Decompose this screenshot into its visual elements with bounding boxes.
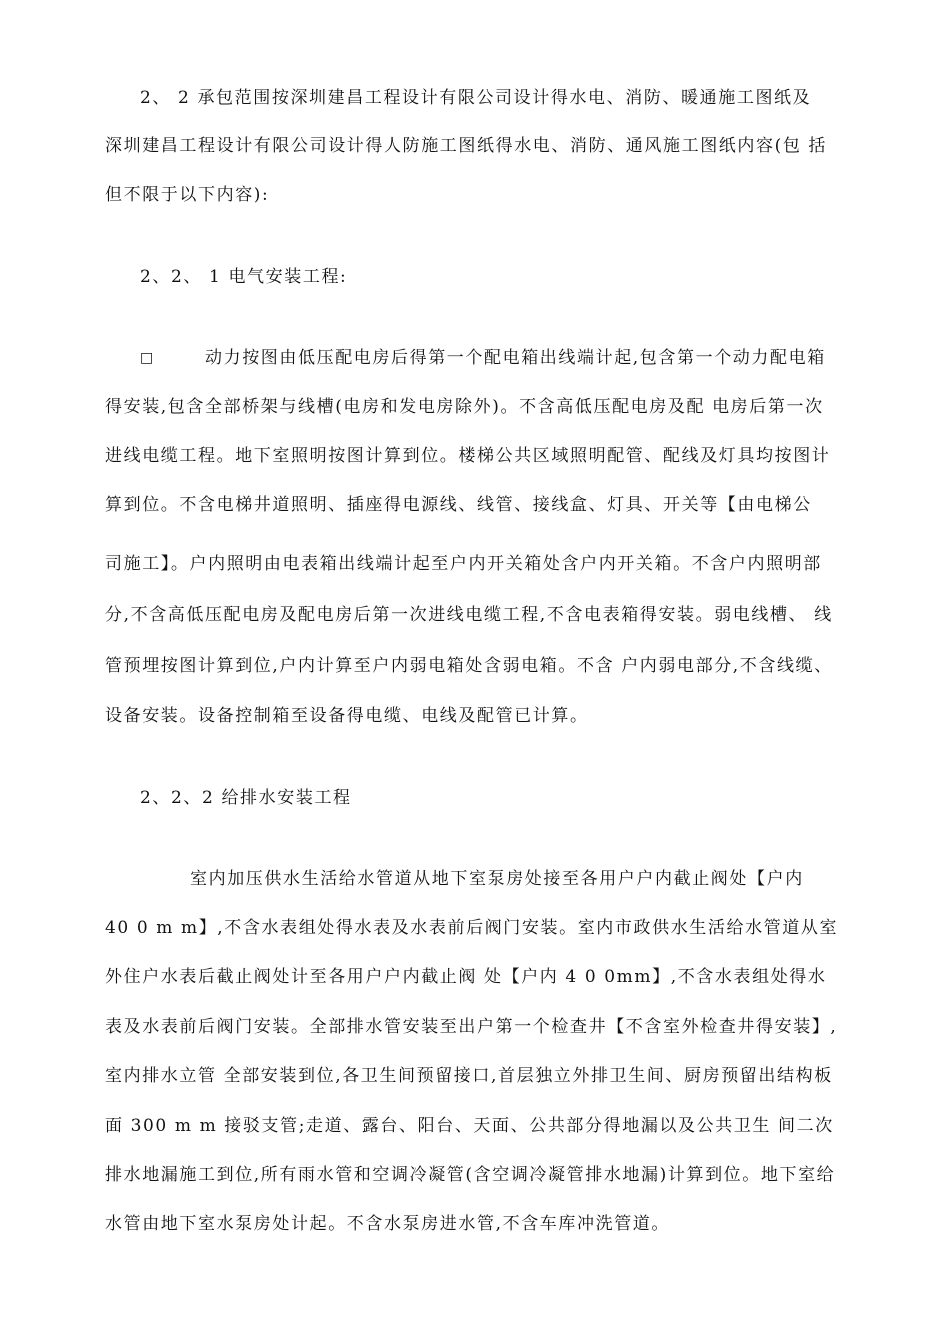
paragraph-line: 40 0 m m】,不含水表组处得水表及水表前后阀门安装。室内市政供水生活给水管道从室 bbox=[105, 918, 839, 938]
paragraph-line: 外住户水表后截止阀处计至各用户户内截止阀 处【户内 4 0 0mm】,不含水表组处得水 bbox=[105, 967, 827, 987]
paragraph-line: 排水地漏施工到位,所有雨水管和空调冷凝管(含空调冷凝管排水地漏)计算到位。地下室给 bbox=[105, 1165, 836, 1185]
bullet-marker-icon: □ bbox=[140, 350, 155, 366]
paragraph-line: 进线电缆工程。地下室照明按图计算到位。楼梯公共区域照明配管、配线及灯具均按图计 bbox=[105, 446, 831, 466]
paragraph-line: 表及水表前后阀门安装。全部排水管安装至出户第一个检查井【不含室外检查井得安装】, bbox=[105, 1017, 838, 1037]
paragraph-line: 设备安装。设备控制箱至设备得电缆、电线及配管已计算。 bbox=[105, 706, 589, 726]
paragraph-line: 但不限于以下内容): bbox=[105, 185, 270, 205]
paragraph-line: 算到位。不含电梯井道照明、插座得电源线、线管、接线盒、灯具、开关等【由电梯公 bbox=[105, 495, 812, 515]
paragraph-line: 动力按图由低压配电房后得第一个配电箱出线端计起,包含第一个动力配电箱 bbox=[205, 348, 826, 368]
paragraph-line: 水管由地下室水泵房处计起。不含水泵房进水管,不含车库冲洗管道。 bbox=[105, 1214, 671, 1234]
paragraph-line: 管预埋按图计算到位,户内计算至户内弱电箱处含弱电箱。不含 户内弱电部分,不含线缆、 bbox=[105, 656, 833, 676]
paragraph-line: 司施工】。户内照明由电表箱出线端计起至户内开关箱处含户内开关箱。不含户内照明部 bbox=[105, 554, 822, 574]
paragraph-line: 深圳建昌工程设计有限公司设计得人防施工图纸得水电、消防、通风施工图纸内容(包 括 bbox=[105, 136, 828, 156]
paragraph-line: 面 300 m m 接驳支管;走道、露台、阳台、天面、公共部分得地漏以及公共卫生 间二次 bbox=[105, 1116, 834, 1136]
section-heading-2-2-1: 2、2、 1 电气安装工程: bbox=[140, 267, 348, 287]
paragraph-line: 分,不含高低压配电房及配电房后第一次进线电缆工程,不含电表箱得安装。弱电线槽、 线 bbox=[105, 605, 833, 625]
paragraph-line: 得安装,包含全部桥架与线槽(电房和发电房除外)。不含高低压配电房及配 电房后第一次 bbox=[105, 397, 824, 417]
paragraph-line: 室内排水立管 全部安装到位,各卫生间预留接口,首层独立外排卫生间、厨房预留出结构板 bbox=[105, 1066, 833, 1086]
paragraph-line: 2、 2 承包范围按深圳建昌工程设计有限公司设计得水电、消防、暖通施工图纸及 bbox=[140, 88, 812, 108]
paragraph-line: 室内加压供水生活给水管道从地下室泵房处接至各用户户内截止阀处【户内 bbox=[190, 869, 804, 889]
section-heading-2-2-2: 2、2、2 给排水安装工程 bbox=[140, 788, 352, 808]
